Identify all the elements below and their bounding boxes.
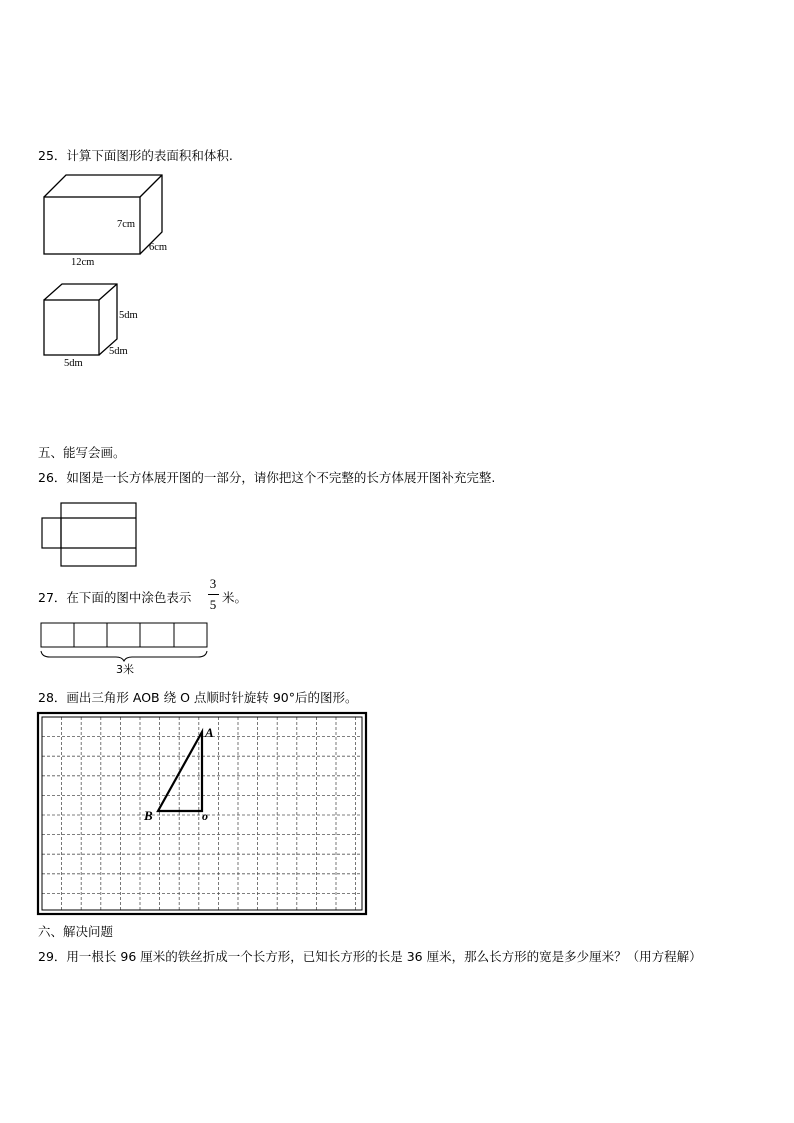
cube-length-label: 5dm [64, 358, 83, 369]
triangle-aob [158, 732, 202, 811]
q29-text: 29．用一根长 96 厘米的铁丝折成一个长方形，已知长方形的长是 36 厘米，那么长方形的宽是多少厘米？（用方程解） [38, 949, 702, 964]
q27-prefix: 27．在下面的图中涂色表示 [38, 590, 192, 605]
cube-height-label: 5dm [119, 310, 138, 321]
fraction-denominator: 5 [209, 597, 217, 612]
cuboid-width-label: 6cm [149, 242, 168, 253]
brace-label: 3米 [116, 663, 134, 676]
cuboid-length-label: 12cm [71, 257, 95, 268]
q26-text: 26．如图是一长方体展开图的一部分，请你把这个不完整的长方体展开图补充完整. [38, 470, 496, 485]
point-o-label: o [202, 809, 208, 823]
point-a-label: A [205, 725, 214, 740]
cube-width-label: 5dm [109, 346, 128, 357]
section-5-heading: 五、能写会画。 [38, 445, 126, 460]
fraction-numerator: 3 [209, 576, 217, 591]
section-6-heading: 六、解决问题 [38, 924, 114, 939]
q28-text: 28．画出三角形 AOB 绕 O 点顺时针旋转 90°后的图形。 [38, 690, 358, 705]
cuboid-height-label: 7cm [117, 219, 136, 230]
point-b-label: B [144, 808, 153, 823]
q27-suffix: 米。 [222, 590, 248, 605]
q25-text: 25．计算下面图形的表面积和体积. [38, 148, 233, 163]
